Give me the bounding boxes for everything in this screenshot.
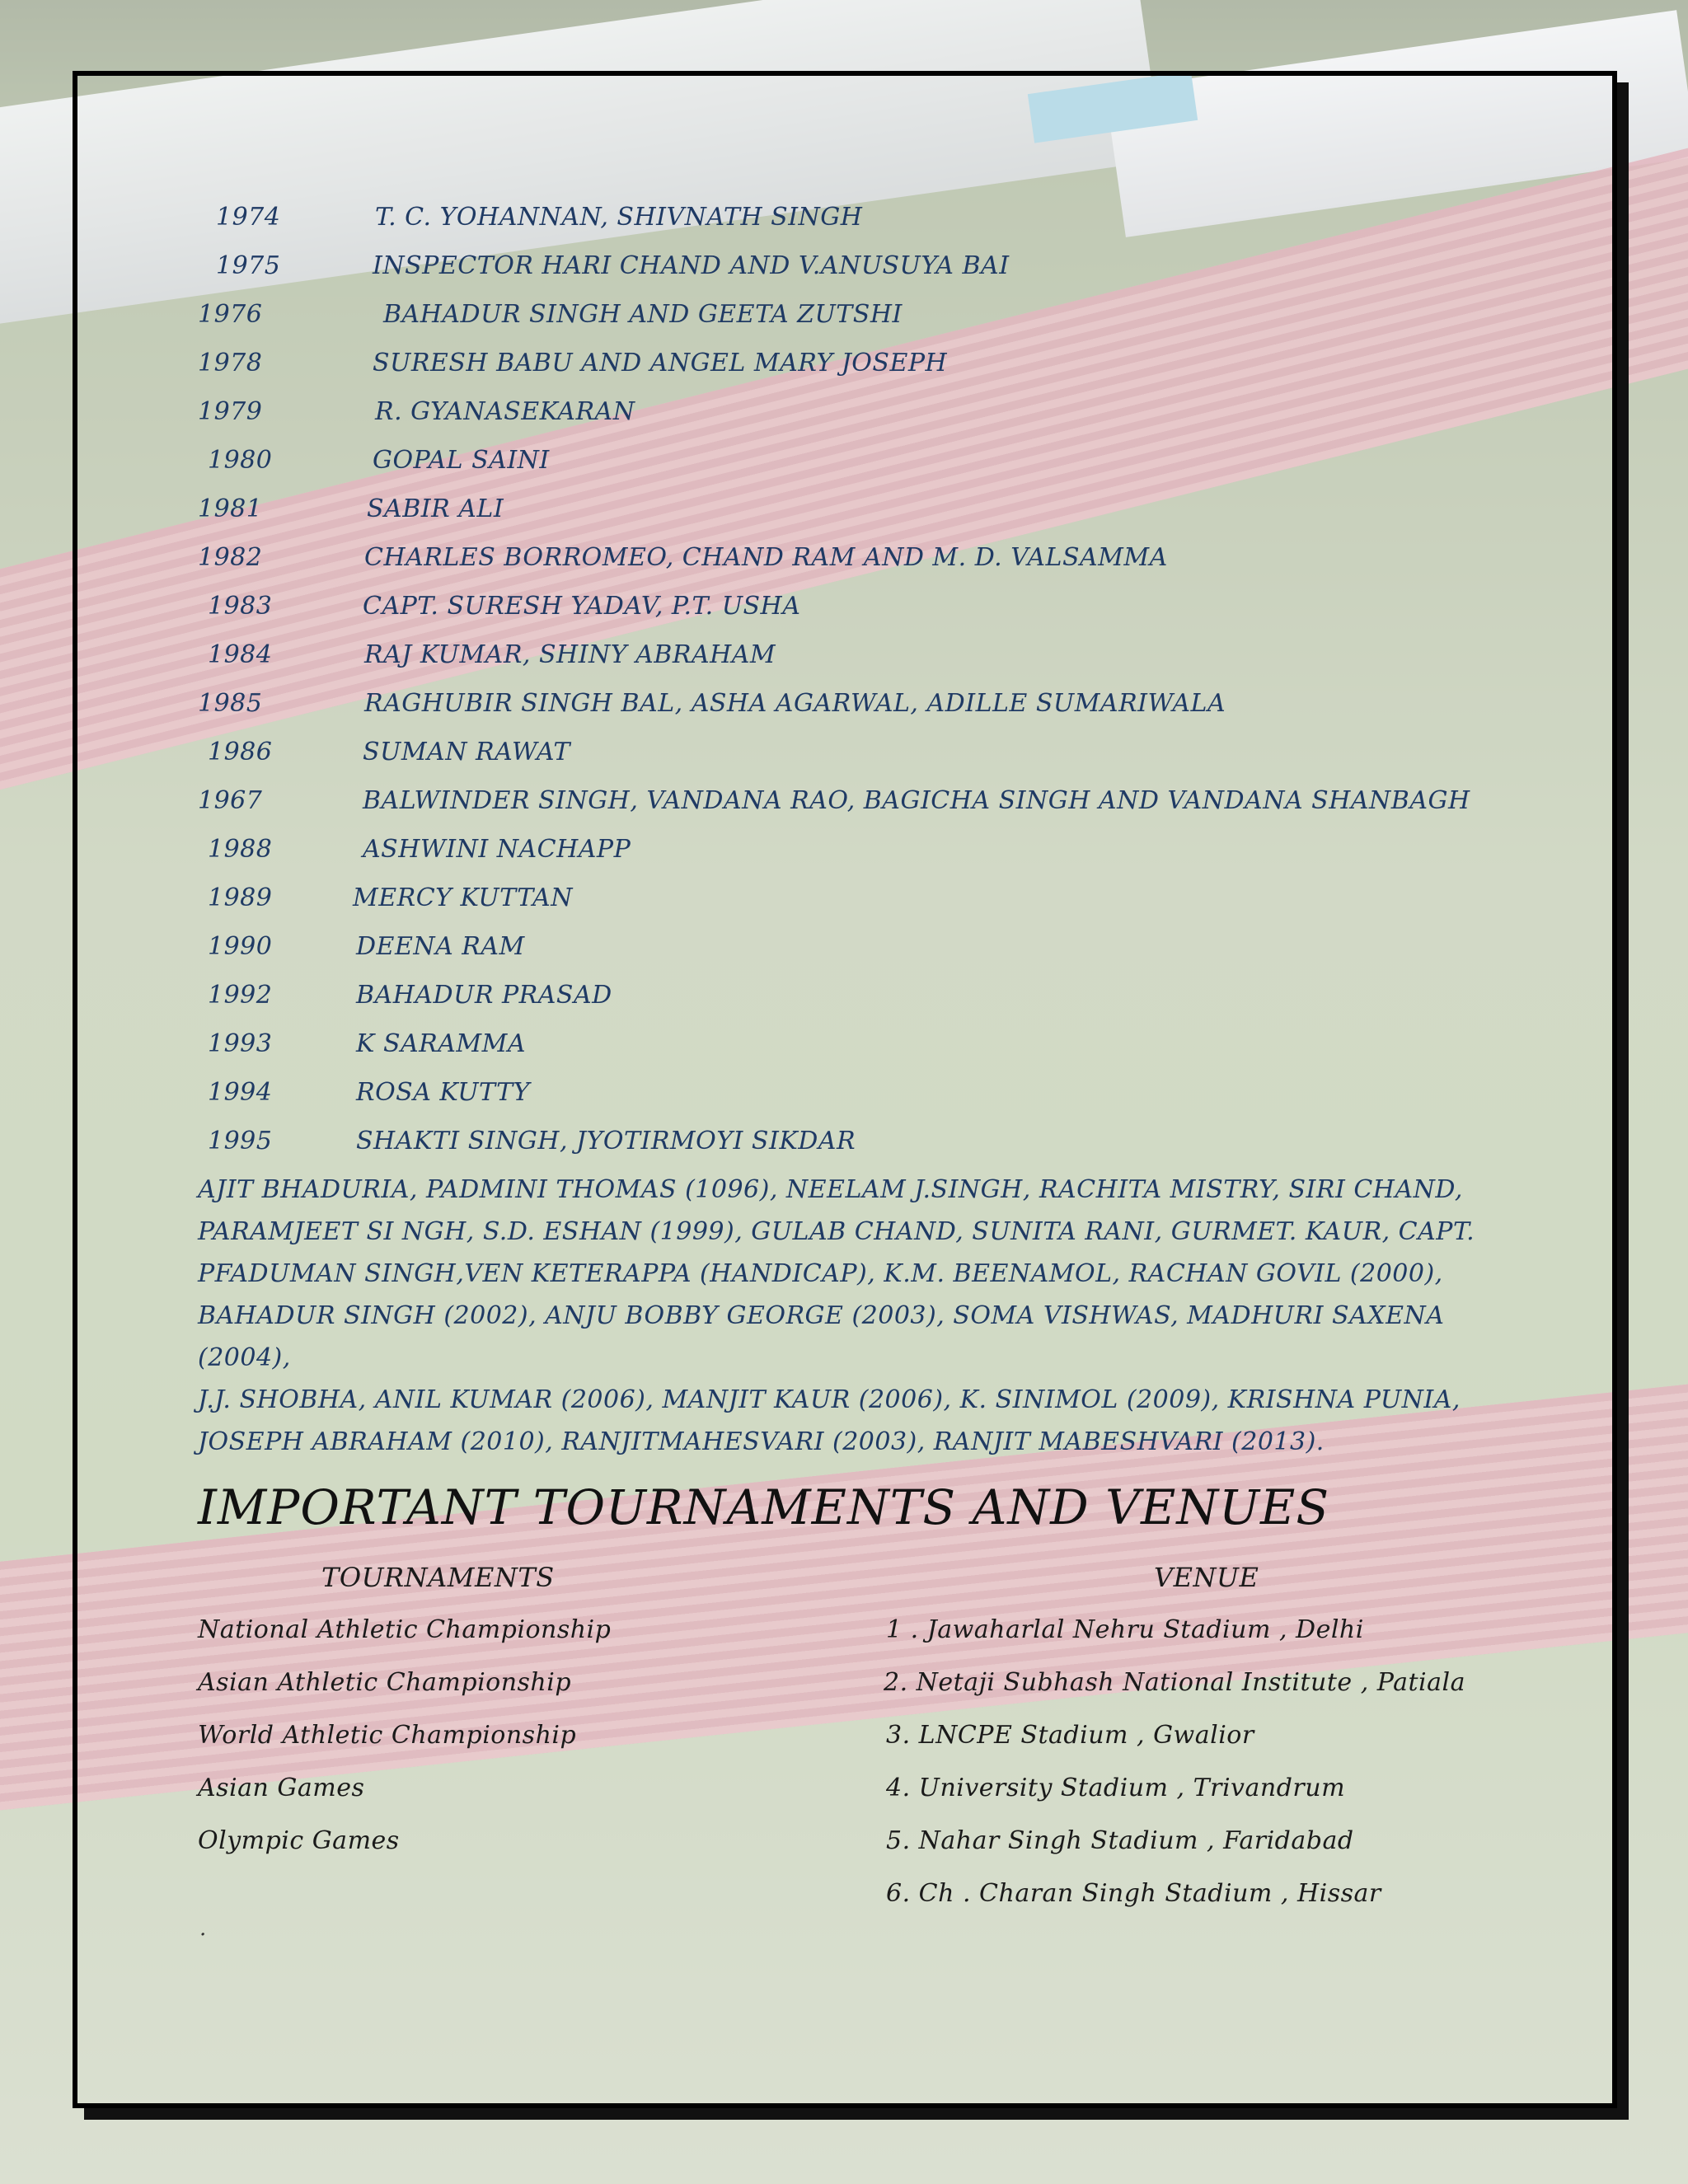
tournament-item: Asian Athletic Championship bbox=[198, 1668, 572, 1697]
award-year: 1988 bbox=[208, 835, 273, 864]
award-names: ASHWINI NACHAPP bbox=[363, 835, 631, 864]
award-names: RAGHUBIR SINGH BAL, ASHA AGARWAL, ADILLE SUMARIWALA bbox=[364, 689, 1226, 718]
award-names: R. GYANASEKARAN bbox=[375, 397, 635, 426]
award-names: T. C. YOHANNAN, SHIVNATH SINGH bbox=[375, 203, 863, 232]
venue-item: 1 . Jawaharlal Nehru Stadium , Delhi bbox=[886, 1615, 1364, 1644]
award-year: 1992 bbox=[208, 981, 273, 1010]
venue-item: 4. University Stadium , Trivandrum bbox=[886, 1774, 1346, 1802]
award-year: 1985 bbox=[198, 689, 263, 718]
award-year: 1980 bbox=[208, 446, 273, 475]
tournament-item: Asian Games bbox=[198, 1774, 365, 1802]
award-names: RAJ KUMAR, SHINY ABRAHAM bbox=[364, 640, 776, 669]
section-heading: IMPORTANT TOURNAMENTS AND VENUES bbox=[198, 1479, 1330, 1535]
awards-paragraph bbox=[198, 1169, 1484, 1463]
award-names: GOPAL SAINI bbox=[373, 446, 550, 475]
award-year: 1981 bbox=[198, 494, 263, 523]
award-names: SABIR ALI bbox=[367, 494, 504, 523]
award-year: 1990 bbox=[208, 932, 273, 961]
paragraph-line: BAHADUR SINGH (2002), ANJU BOBBY GEORGE (2003), SOMA VISHWAS, MADHURI SAXENA (2004), bbox=[198, 1301, 1445, 1372]
paragraph-line: PARAMJEET SI NGH, S.D. ESHAN (1999), GULAB CHAND, SUNITA RANI, GURMET. KAUR, CAPT. bbox=[198, 1217, 1475, 1246]
award-year: 1982 bbox=[198, 543, 263, 572]
award-names: CAPT. SURESH YADAV, P.T. USHA bbox=[363, 592, 801, 621]
award-year: 1967 bbox=[198, 786, 263, 815]
tournament-item: National Athletic Championship bbox=[198, 1615, 612, 1644]
award-year: 1983 bbox=[208, 592, 273, 621]
award-names: BAHADUR PRASAD bbox=[356, 981, 612, 1010]
award-year: 1994 bbox=[208, 1078, 273, 1107]
award-names: BAHADUR SINGH AND GEETA ZUTSHI bbox=[383, 300, 903, 329]
award-year: 1975 bbox=[216, 251, 281, 280]
venue-item: 3. LNCPE Stadium , Gwalior bbox=[886, 1721, 1254, 1750]
award-year: 1984 bbox=[208, 640, 273, 669]
award-names: SURESH BABU AND ANGEL MARY JOSEPH bbox=[373, 349, 948, 377]
venue-column-header: VENUE bbox=[1154, 1562, 1259, 1593]
tournament-item: Olympic Games bbox=[198, 1826, 400, 1855]
award-year: 1986 bbox=[208, 738, 273, 766]
award-names: K SARAMMA bbox=[356, 1029, 527, 1058]
venue-item: 2. Netaji Subhash National Institute , Patiala bbox=[884, 1668, 1466, 1697]
award-year: 1995 bbox=[208, 1127, 273, 1155]
award-year: 1974 bbox=[216, 203, 281, 232]
tournament-item: World Athletic Championship bbox=[198, 1721, 577, 1750]
award-year: 1976 bbox=[198, 300, 263, 329]
award-year: 1989 bbox=[208, 883, 273, 912]
award-names: SUMAN RAWAT bbox=[363, 738, 570, 766]
paragraph-line: J.J. SHOBHA, ANIL KUMAR (2006), MANJIT KAUR (2006), K. SINIMOL (2009), KRISHNA PUNIA, bbox=[198, 1385, 1461, 1414]
award-names: MERCY KUTTAN bbox=[353, 883, 573, 912]
award-names: DEENA RAM bbox=[356, 932, 525, 961]
venue-item: 5. Nahar Singh Stadium , Faridabad bbox=[886, 1826, 1354, 1855]
paragraph-line: AJIT BHADURIA, PADMINI THOMAS (1096), NEELAM J.SINGH, RACHITA MISTRY, SIRI CHAND, bbox=[198, 1175, 1463, 1204]
paragraph-line: PFADUMAN SINGH,VEN KETERAPPA (HANDICAP), K.M. BEENAMOL, RACHAN GOVIL (2000), bbox=[198, 1259, 1443, 1288]
venue-item: 6. Ch . Charan Singh Stadium , Hissar bbox=[886, 1879, 1381, 1908]
paragraph-line: JOSEPH ABRAHAM (2010), RANJITMAHESVARI (2003), RANJIT MABESHVARI (2013). bbox=[198, 1427, 1325, 1456]
award-names: BALWINDER SINGH, VANDANA RAO, BAGICHA SINGH AND VANDANA SHANBAGH bbox=[363, 786, 1470, 815]
award-year: 1978 bbox=[198, 349, 263, 377]
award-names: ROSA KUTTY bbox=[356, 1078, 530, 1107]
award-year: 1979 bbox=[198, 397, 263, 426]
award-year: 1993 bbox=[208, 1029, 273, 1058]
tournaments-column-header: TOURNAMENTS bbox=[321, 1562, 555, 1593]
award-names: CHARLES BORROMEO, CHAND RAM AND M. D. VALSAMMA bbox=[364, 543, 1168, 572]
trailing-mark: . bbox=[199, 1916, 207, 1941]
award-names: SHAKTI SINGH, JYOTIRMOYI SIKDAR bbox=[356, 1127, 856, 1155]
award-names: INSPECTOR HARI CHAND AND V.ANUSUYA BAI bbox=[373, 251, 1010, 280]
